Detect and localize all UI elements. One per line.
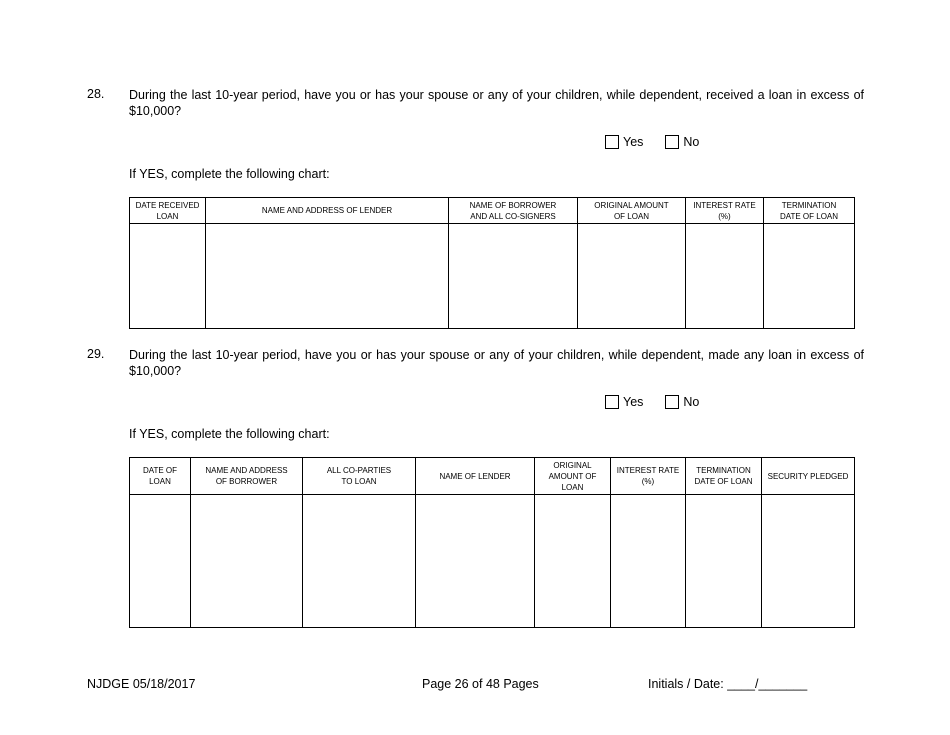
- q29-col-security-pledged: SECURITY PLEDGED: [762, 458, 855, 495]
- q28-cell-interest-rate[interactable]: [686, 224, 764, 329]
- q28-yes-checkbox[interactable]: [605, 135, 619, 149]
- q28-col-borrower: NAME OF BORROWER AND ALL CO-SIGNERS: [449, 198, 578, 224]
- q28-no-label: No: [683, 135, 700, 149]
- q29-cell-termination-date[interactable]: [686, 495, 762, 628]
- q28-col-lender: NAME AND ADDRESS OF LENDER: [206, 198, 449, 224]
- question-29-text: During the last 10-year period, have you or has your spouse or any of your children, while dependent, made any loan in excess of $10,000?: [129, 348, 864, 378]
- q29-cell-co-parties[interactable]: [303, 495, 416, 628]
- q29-no-checkbox[interactable]: [665, 395, 679, 409]
- q28-no-option[interactable]: [665, 135, 699, 149]
- q29-col-interest-rate: INTEREST RATE (%): [611, 458, 686, 495]
- q29-yes-option[interactable]: [605, 395, 643, 409]
- q28-cell-lender[interactable]: [206, 224, 449, 329]
- q28-if-yes-instruction: If YES, complete the following chart:: [129, 167, 330, 181]
- q28-entry-row: [130, 224, 855, 329]
- question-28-answer: [605, 135, 699, 149]
- q28-col-original-amount: ORIGINAL AMOUNT OF LOAN: [578, 198, 686, 224]
- q28-col-interest-rate: INTEREST RATE (%): [686, 198, 764, 224]
- question-28-number: 28.: [87, 87, 105, 101]
- q29-cell-security-pledged[interactable]: [762, 495, 855, 628]
- q29-cell-date-of-loan[interactable]: [130, 495, 191, 628]
- q28-col-date-received: DATE RECEIVED LOAN: [130, 198, 206, 224]
- q29-loan-chart: [129, 457, 855, 628]
- question-29-number: 29.: [87, 347, 105, 361]
- q29-entry-row: [130, 495, 855, 628]
- q29-col-termination-date: TERMINATION DATE OF LOAN: [686, 458, 762, 495]
- q29-cell-original-amount[interactable]: [535, 495, 611, 628]
- q29-cell-borrower[interactable]: [191, 495, 303, 628]
- question-28-text: During the last 10-year period, have you or has your spouse or any of your children, while dependent, received a loan in excess of $10,000?: [129, 88, 864, 118]
- q28-col-termination-date: TERMINATION DATE OF LOAN: [764, 198, 855, 224]
- q28-cell-borrower[interactable]: [449, 224, 578, 329]
- q29-col-date-of-loan: DATE OF LOAN: [130, 458, 191, 495]
- q28-yes-option[interactable]: [605, 135, 643, 149]
- q28-no-checkbox[interactable]: [665, 135, 679, 149]
- q28-cell-original-amount[interactable]: [578, 224, 686, 329]
- q29-yes-label: Yes: [623, 395, 644, 409]
- q29-if-yes-instruction: If YES, complete the following chart:: [129, 427, 330, 441]
- footer-page-number: Page 26 of 48 Pages: [422, 677, 539, 691]
- q29-no-label: No: [683, 395, 700, 409]
- q29-col-borrower: NAME AND ADDRESS OF BORROWER: [191, 458, 303, 495]
- q29-no-option[interactable]: [665, 395, 699, 409]
- q29-col-co-parties: ALL CO-PARTIES TO LOAN: [303, 458, 416, 495]
- q29-cell-interest-rate[interactable]: [611, 495, 686, 628]
- q29-yes-checkbox[interactable]: [605, 395, 619, 409]
- q28-cell-date-received[interactable]: [130, 224, 206, 329]
- q29-col-lender: NAME OF LENDER: [416, 458, 535, 495]
- footer-initials-date[interactable]: Initials / Date: ____/_______: [648, 677, 808, 691]
- q28-yes-label: Yes: [623, 135, 644, 149]
- q29-col-original-amount: ORIGINAL AMOUNT OF LOAN: [535, 458, 611, 495]
- q28-loan-chart: [129, 197, 855, 329]
- q29-cell-lender[interactable]: [416, 495, 535, 628]
- footer-form-id: NJDGE 05/18/2017: [87, 677, 196, 691]
- question-29-answer: [605, 395, 699, 409]
- q28-cell-termination-date[interactable]: [764, 224, 855, 329]
